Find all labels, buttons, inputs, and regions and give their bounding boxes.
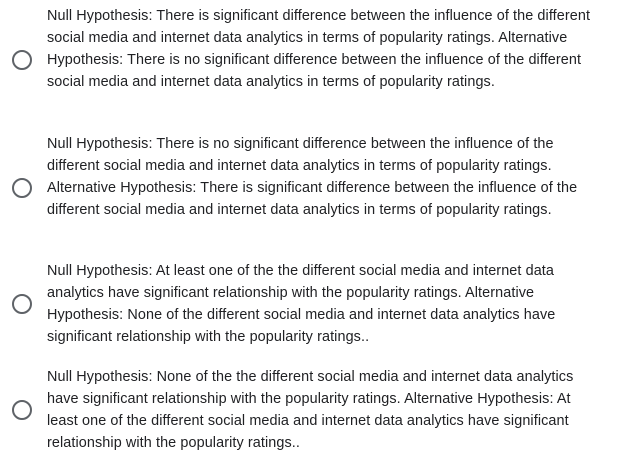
radio-button-icon[interactable] — [12, 178, 32, 198]
answer-option-4[interactable] — [0, 366, 620, 454]
answer-option-label: Null Hypothesis: At least one of the the different social media and internet data analytics have significant relationship with the popularity ratings. Alternative Hypothesis: None of the different social media and internet data analytics have significant relationship with the popularity ratings.. — [47, 263, 556, 345]
radio-button-icon[interactable] — [12, 50, 32, 70]
radio-button-icon[interactable] — [12, 400, 32, 420]
answer-option-2[interactable] — [0, 133, 620, 243]
answer-option-3[interactable] — [0, 260, 620, 348]
answer-option-label: Null Hypothesis: None of the the different social media and internet data analytics have significant relationship with the popularity ratings. Alternative Hypothesis: At least one of the different social media and internet data analytics have significant relationship with the popularity ratings.. — [47, 369, 574, 451]
answer-option-label: Null Hypothesis: There is no significant difference between the influence of the different social media and internet data analytics in terms of popularity ratings. Alternative Hypothesis: There is significant difference between the influence of the different social media and internet data analytics in terms of popularity ratings. — [47, 136, 578, 218]
answer-option-1[interactable] — [0, 5, 620, 115]
radio-button-icon[interactable] — [12, 294, 32, 314]
answer-option-label: Null Hypothesis: There is significant difference between the influence of the different social media and internet data analytics in terms of popularity ratings. Alternative Hypothesis: There is no significant difference between the influence of the different social media and internet data analytics in terms of popularity ratings. — [47, 8, 591, 90]
